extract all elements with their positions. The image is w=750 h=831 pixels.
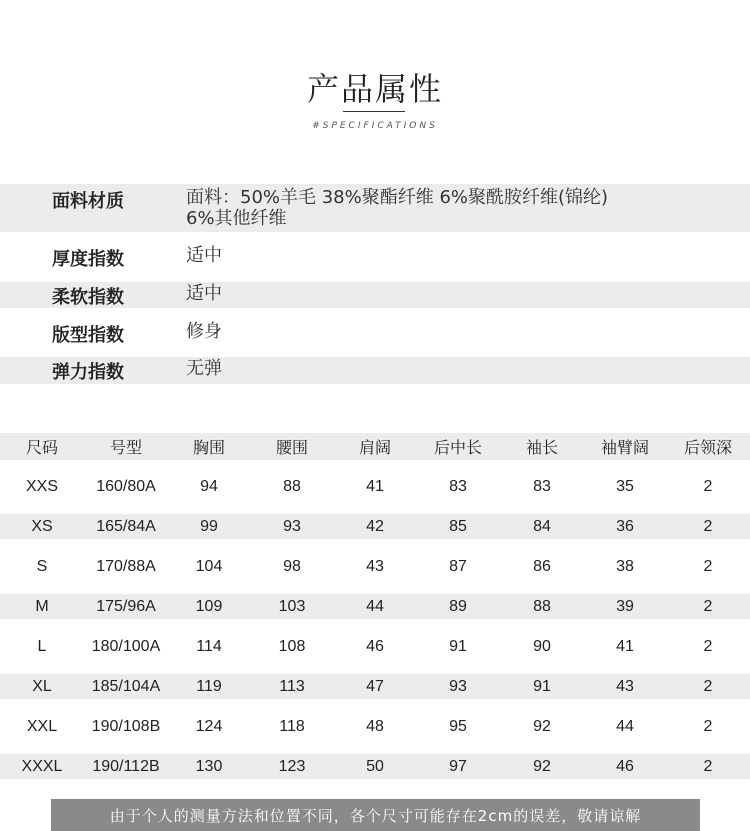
table-cell: 95 <box>449 718 467 735</box>
table-cell: 35 <box>616 478 634 495</box>
table-cell: 2 <box>703 757 713 775</box>
table-cell: XXL <box>26 718 58 735</box>
table-cell: XL <box>32 677 52 695</box>
attribute-label: 版型指数 <box>52 325 124 346</box>
table-cell: 124 <box>195 718 223 735</box>
table-cell: 2 <box>703 718 713 735</box>
table-row <box>0 594 750 619</box>
table-row <box>0 633 750 661</box>
table-row <box>0 473 750 501</box>
table-cell: 91 <box>533 677 551 695</box>
attribute-value: 无弹 <box>186 358 222 379</box>
table-cell: 38 <box>616 558 634 575</box>
table-cell: 88 <box>533 597 551 615</box>
table-cell: 92 <box>533 718 551 735</box>
attribute-row-fit <box>0 318 750 348</box>
table-cell: 99 <box>200 517 218 535</box>
table-cell: 89 <box>449 597 467 615</box>
table-cell: 104 <box>195 558 223 575</box>
attribute-value: 面料：50%羊毛 38%聚酯纤维 6%聚酰胺纤维(锦纶) <box>186 187 609 208</box>
table-row <box>0 713 750 741</box>
table-cell: 46 <box>616 757 634 775</box>
header-cell: 袖长 <box>525 438 558 457</box>
table-row <box>0 514 750 539</box>
table-cell: 118 <box>279 718 305 735</box>
table-cell: 2 <box>703 597 713 615</box>
header-cell: 胸围 <box>192 438 225 457</box>
attribute-row-material <box>0 184 750 232</box>
table-cell: 2 <box>703 517 713 535</box>
table-cell: 46 <box>366 638 384 655</box>
page-subtitle: #SPECIFICATIONS <box>312 121 438 131</box>
table-row <box>0 553 750 581</box>
measurement-note: 由于个人的测量方法和位置不同，各个尺寸可能存在2cm的误差，敬请谅解 <box>51 799 700 831</box>
attribute-row-softness <box>0 282 750 308</box>
table-cell: 90 <box>533 638 551 655</box>
attribute-label: 弹力指数 <box>52 362 124 383</box>
table-row <box>0 754 750 779</box>
table-cell: 88 <box>283 478 301 495</box>
table-cell: 36 <box>616 517 634 535</box>
table-row <box>0 674 750 699</box>
table-cell: 41 <box>366 478 384 495</box>
header-cell: 腰围 <box>275 438 308 457</box>
table-cell: 165/84A <box>96 517 156 535</box>
table-cell: 86 <box>533 558 551 575</box>
table-cell: 2 <box>703 677 713 695</box>
table-cell: 39 <box>616 597 634 615</box>
header-cell: 后中长 <box>433 438 482 457</box>
table-cell: 91 <box>449 638 467 655</box>
table-cell: 94 <box>200 478 218 495</box>
header-cell: 号型 <box>109 438 142 457</box>
table-cell: 48 <box>366 718 384 735</box>
table-cell: XXXL <box>21 757 63 775</box>
attribute-row-elasticity <box>0 357 750 384</box>
title-underline <box>343 111 405 112</box>
table-cell: 44 <box>366 597 384 615</box>
table-cell: 98 <box>283 558 301 575</box>
table-cell: 2 <box>703 558 713 575</box>
table-cell: 130 <box>195 757 223 775</box>
table-cell: M <box>35 597 49 615</box>
header-cell: 尺码 <box>25 438 58 457</box>
size-table-header <box>0 433 750 460</box>
header-cell: 袖臂阔 <box>600 438 649 457</box>
table-cell: 85 <box>449 517 467 535</box>
table-cell: 190/108B <box>91 718 161 735</box>
attribute-value-continued: 6%其他纤维 <box>186 208 287 229</box>
table-cell: 97 <box>449 757 467 775</box>
table-cell: 108 <box>278 638 306 655</box>
table-cell: 83 <box>449 478 467 495</box>
table-cell: 170/88A <box>96 558 156 575</box>
header-cell: 肩阔 <box>358 438 391 457</box>
table-cell: L <box>37 638 47 655</box>
table-cell: 83 <box>533 478 551 495</box>
page-title: 产品属性 <box>306 70 443 108</box>
table-cell: XXS <box>25 478 58 495</box>
table-cell: 180/100A <box>91 638 161 655</box>
table-cell: 84 <box>533 517 551 535</box>
table-cell: XS <box>31 517 53 535</box>
table-cell: 109 <box>195 597 223 615</box>
attribute-value: 修身 <box>186 321 222 342</box>
table-cell: 103 <box>278 597 306 615</box>
table-cell: 175/96A <box>96 597 156 615</box>
table-cell: 2 <box>703 478 713 495</box>
table-cell: 87 <box>449 558 467 575</box>
header-cell: 后领深 <box>683 438 732 457</box>
table-cell: 92 <box>533 757 551 775</box>
attribute-row-thickness <box>0 242 750 272</box>
table-cell: 185/104A <box>91 677 161 695</box>
attribute-value: 适中 <box>186 245 222 266</box>
table-cell: 43 <box>616 677 634 695</box>
table-cell: 44 <box>616 718 634 735</box>
table-cell: 42 <box>366 517 384 535</box>
table-cell: 190/112B <box>92 757 160 775</box>
table-cell: 114 <box>196 638 222 655</box>
table-cell: 50 <box>366 757 384 775</box>
table-cell: 93 <box>283 517 301 535</box>
table-cell: 41 <box>616 638 634 655</box>
table-cell: 93 <box>449 677 467 695</box>
attribute-value: 适中 <box>186 283 222 304</box>
table-cell: 2 <box>703 638 713 655</box>
table-cell: 47 <box>366 677 384 695</box>
table-cell: 123 <box>278 757 306 775</box>
attribute-label: 厚度指数 <box>52 249 124 270</box>
table-cell: 119 <box>196 677 222 695</box>
attribute-label: 柔软指数 <box>52 287 124 308</box>
table-cell: S <box>36 558 48 575</box>
table-cell: 160/80A <box>96 478 156 495</box>
table-cell: 113 <box>279 677 305 695</box>
table-cell: 43 <box>366 558 384 575</box>
attribute-label: 面料材质 <box>52 191 124 212</box>
